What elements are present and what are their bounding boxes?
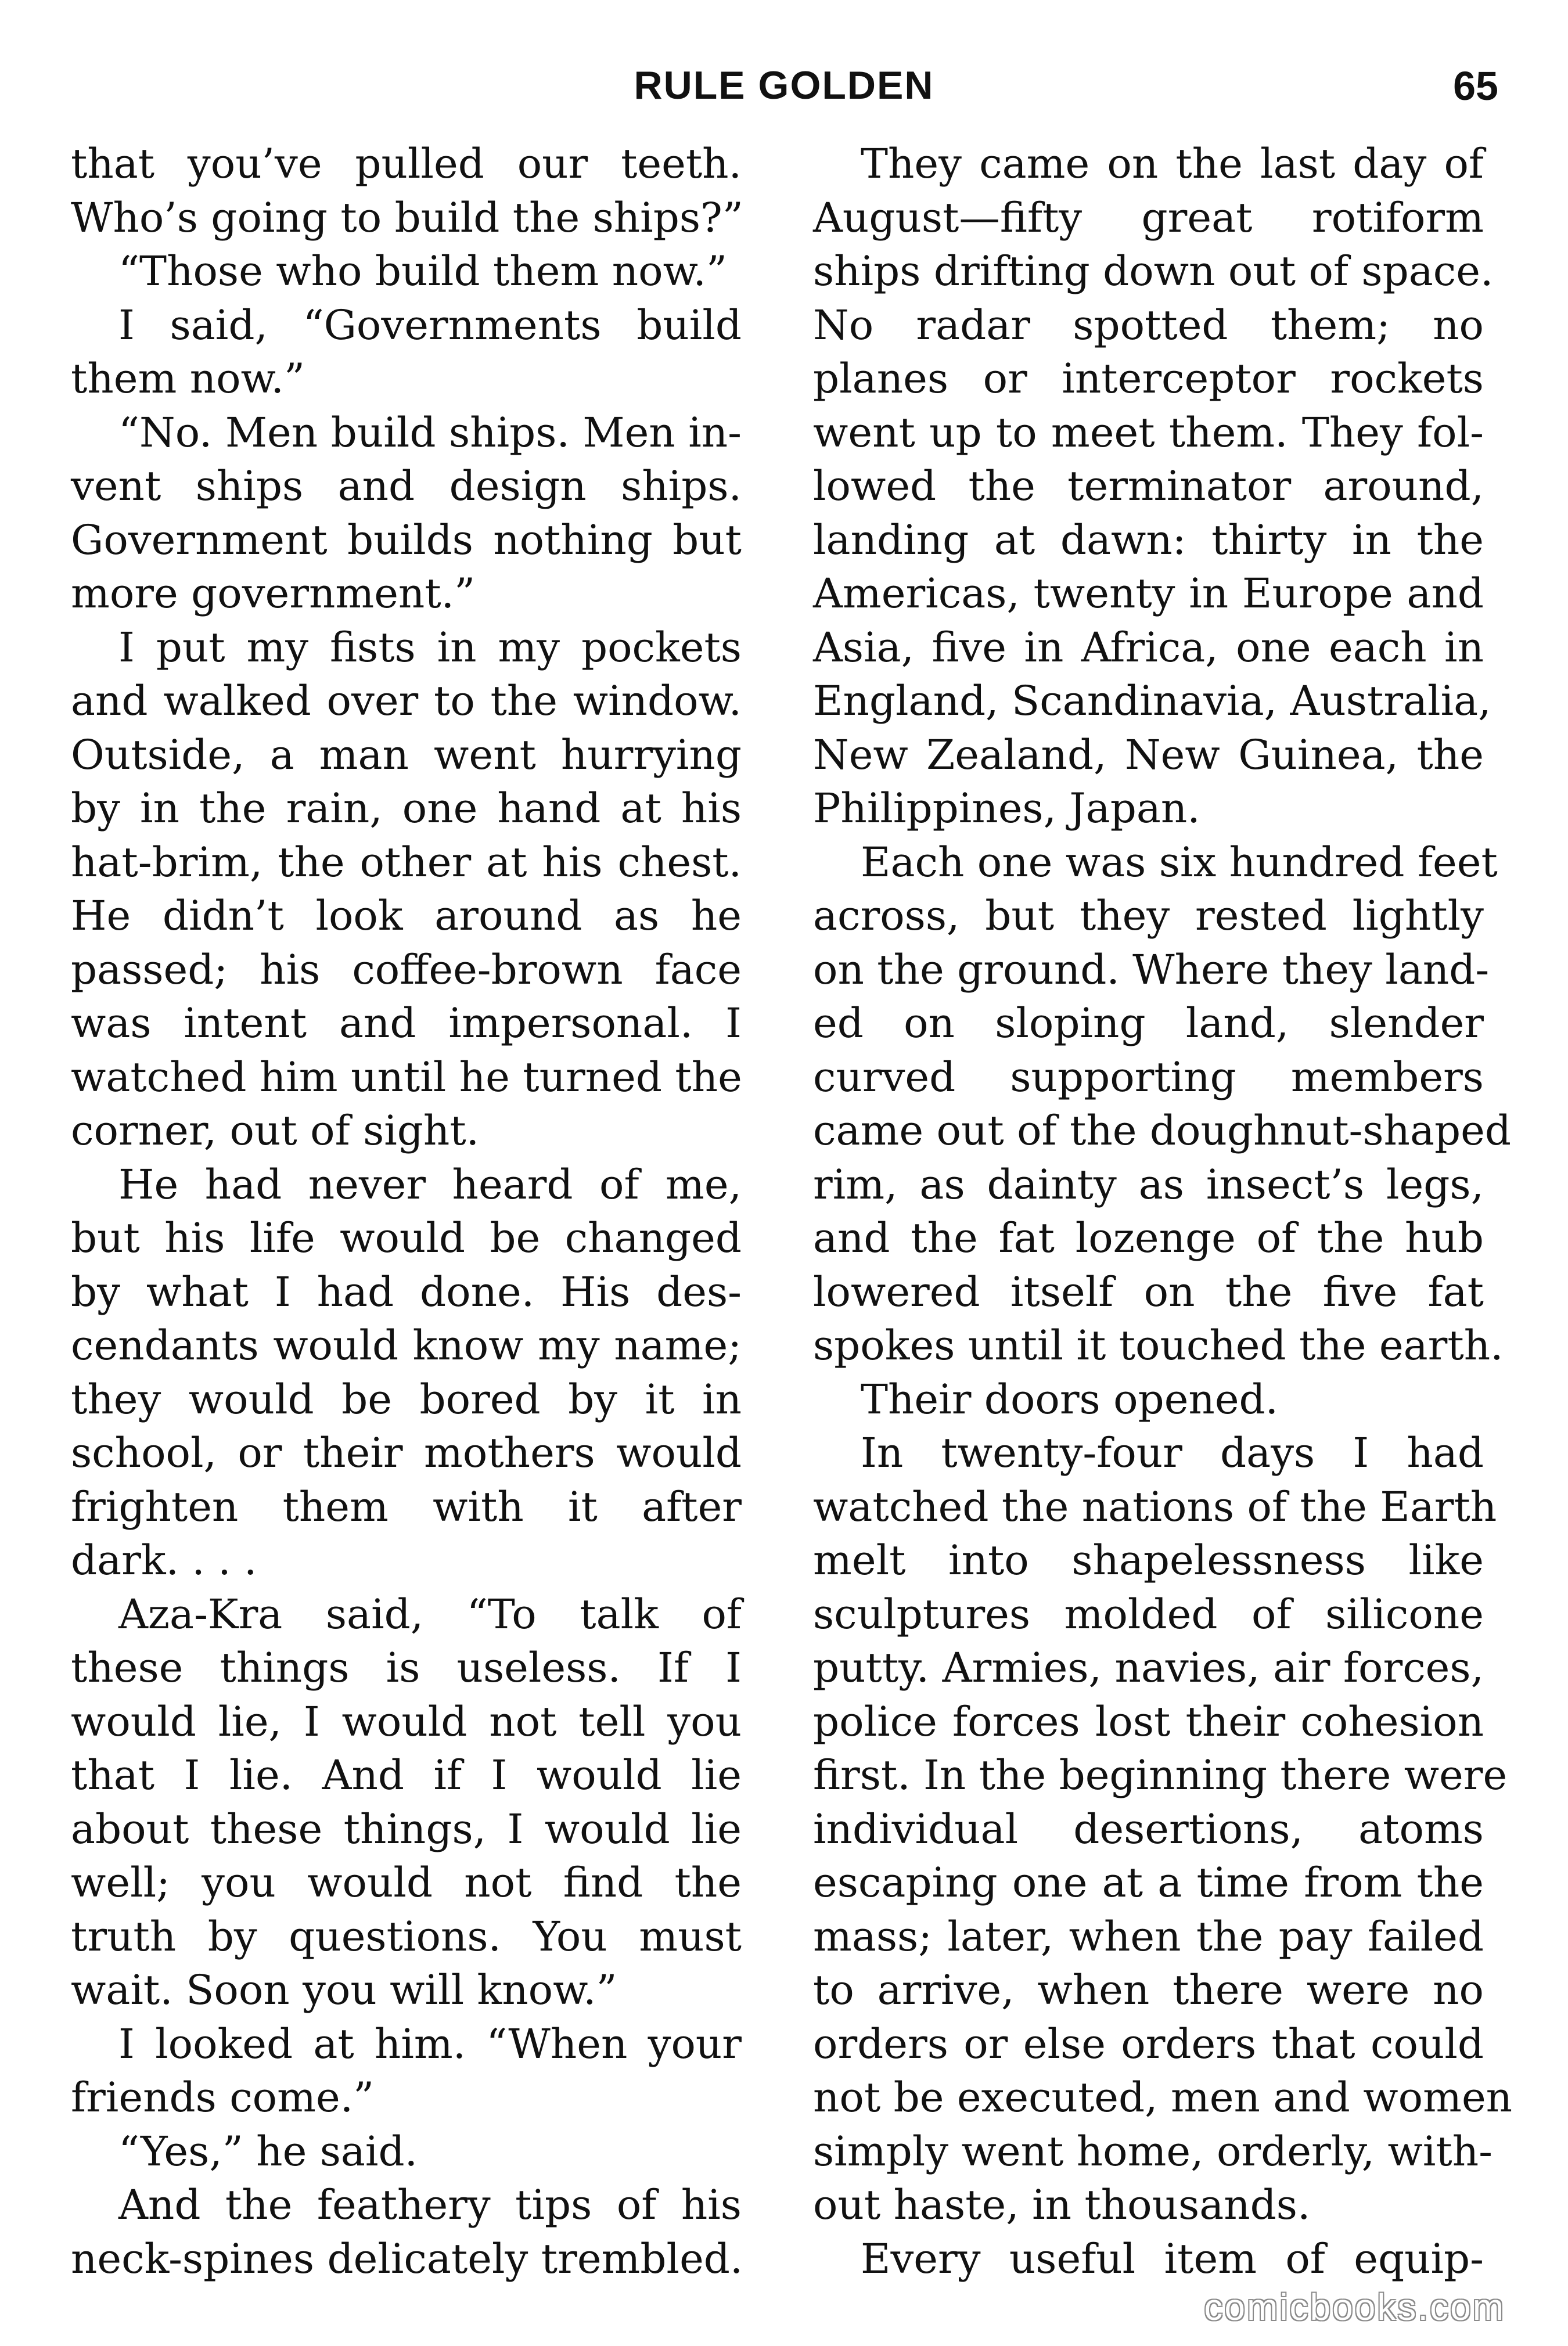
text-line: escaping one at a time from the <box>813 1859 1484 1906</box>
text-line: across, but they rested lightly <box>813 892 1484 940</box>
text-line: they would be bored by it in <box>71 1375 742 1423</box>
text-line: Philippines, Japan. <box>813 785 1200 832</box>
text-line: and the fat lozenge of the hub <box>813 1214 1484 1262</box>
text-line: not be executed, men and women <box>813 2074 1513 2121</box>
text-line: and walked over to the window. <box>71 677 742 725</box>
text-line: lowered itself on the five fat <box>813 1268 1484 1316</box>
text-line: No radar spotted them; no <box>813 301 1484 349</box>
text-line: wait. Soon you will know.” <box>71 1966 617 2014</box>
left-text-column <box>71 137 742 2286</box>
text-line: New Zealand, New Guinea, the <box>813 731 1484 779</box>
text-line: putty. Armies, navies, air forces, <box>813 1644 1484 1692</box>
text-line: was intent and impersonal. I <box>71 999 742 1047</box>
text-line: went up to meet them. They fol- <box>813 408 1484 456</box>
text-line: neck-spines delicately trembled. <box>71 2235 743 2283</box>
text-line: ed on sloping land, slender <box>813 999 1484 1047</box>
text-line: watched the nations of the Earth <box>813 1483 1497 1531</box>
text-line: “Yes,” he said. <box>118 2127 418 2175</box>
text-line: Americas, twenty in Europe and <box>813 570 1484 617</box>
text-line: dark. . . . <box>71 1537 257 1584</box>
text-line: passed; his coffee-brown face <box>71 945 742 994</box>
text-line: landing at dawn: thirty in the <box>813 516 1484 564</box>
text-line: England, Scandinavia, Australia, <box>813 677 1491 725</box>
text-line: I said, “Governments build <box>118 301 742 349</box>
text-line: police forces lost their cohesion <box>813 1697 1484 1746</box>
text-line: them now.” <box>71 355 305 402</box>
text-line: came out of the doughnut-shaped <box>813 1107 1511 1154</box>
text-line: In twenty-four days I had <box>861 1429 1484 1477</box>
text-line: I looked at him. “When your <box>118 2020 742 2068</box>
text-line: He didn’t look around as he <box>71 892 742 940</box>
text-line: that you’ve pulled our teeth. <box>71 140 742 188</box>
text-line: melt into shapelessness like <box>813 1537 1484 1584</box>
text-line: hat-brim, the other at his chest. <box>71 838 742 886</box>
text-line: individual desertions, atoms <box>813 1805 1484 1853</box>
page-number: 65 <box>1453 63 1498 109</box>
text-line: Government builds nothing but <box>71 516 742 564</box>
text-line: And the feathery tips of his <box>118 2181 742 2229</box>
right-text-column <box>813 137 1513 2286</box>
text-line: I put my fists in my pockets <box>118 623 742 671</box>
text-line: planes or interceptor rockets <box>813 355 1484 402</box>
text-line: that I lie. And if I would lie <box>71 1751 742 1799</box>
text-line: ships drifting down out of space. <box>813 247 1494 295</box>
text-line: well; you would not find the <box>71 1859 742 1906</box>
text-line: watched him until he turned the <box>71 1053 742 1101</box>
text-line: simply went home, orderly, with- <box>813 2127 1493 2175</box>
text-line: friends come.” <box>71 2074 375 2121</box>
text-line: vent ships and design ships. <box>71 462 742 510</box>
text-line: orders or else orders that could <box>813 2020 1484 2068</box>
page-header <box>0 63 1568 115</box>
text-line: spokes until it touched the earth. <box>813 1322 1504 1369</box>
text-line: sculptures molded of silicone <box>813 1590 1484 1638</box>
text-line: Each one was six hundred feet <box>861 838 1498 886</box>
text-line: truth by questions. You must <box>71 1912 742 1960</box>
text-line: cendants would know my name; <box>71 1322 742 1369</box>
text-line: more government.” <box>71 570 476 617</box>
text-line: corner, out of sight. <box>71 1107 480 1154</box>
text-line: these things is useless. If I <box>71 1644 742 1692</box>
text-line: “Those who build them now.” <box>118 247 727 295</box>
text-line: first. In the beginning there were <box>813 1751 1508 1799</box>
text-line: frighten them with it after <box>71 1483 742 1531</box>
text-line: Who’s going to build the ships?” <box>71 193 743 242</box>
text-line: on the ground. Where they land- <box>813 945 1490 994</box>
text-line: about these things, I would lie <box>71 1805 742 1853</box>
text-line: Aza-Kra said, “To talk of <box>118 1590 742 1638</box>
text-line: He had never heard of me, <box>118 1160 742 1208</box>
text-line: to arrive, when there were no <box>813 1966 1484 2014</box>
text-line: Every useful item of equip- <box>861 2235 1484 2283</box>
text-line: Their doors opened. <box>861 1375 1279 1423</box>
text-line: Asia, five in Africa, one each in <box>813 623 1484 671</box>
text-line: curved supporting members <box>813 1053 1484 1101</box>
text-line: would lie, I would not tell you <box>71 1697 742 1746</box>
text-line: August—fifty great rotiform <box>813 193 1484 242</box>
text-line: Outside, a man went hurrying <box>71 731 742 779</box>
text-line: by in the rain, one hand at his <box>71 785 742 832</box>
text-line: but his life would be changed <box>71 1214 742 1262</box>
running-title: RULE GOLDEN <box>634 63 934 107</box>
text-line: out haste, in thousands. <box>813 2181 1311 2229</box>
text-line: They came on the last day of <box>861 140 1484 188</box>
text-line: school, or their mothers would <box>71 1429 742 1477</box>
text-line: lowed the terminator around, <box>813 462 1484 510</box>
text-line: mass; later, when the pay failed <box>813 1912 1484 1960</box>
text-line: by what I had done. His des- <box>71 1268 742 1316</box>
watermark-text: comicbooks.com <box>1204 2286 1505 2328</box>
text-line: “No. Men build ships. Men in- <box>118 408 742 456</box>
text-line: rim, as dainty as insect’s legs, <box>813 1160 1484 1208</box>
